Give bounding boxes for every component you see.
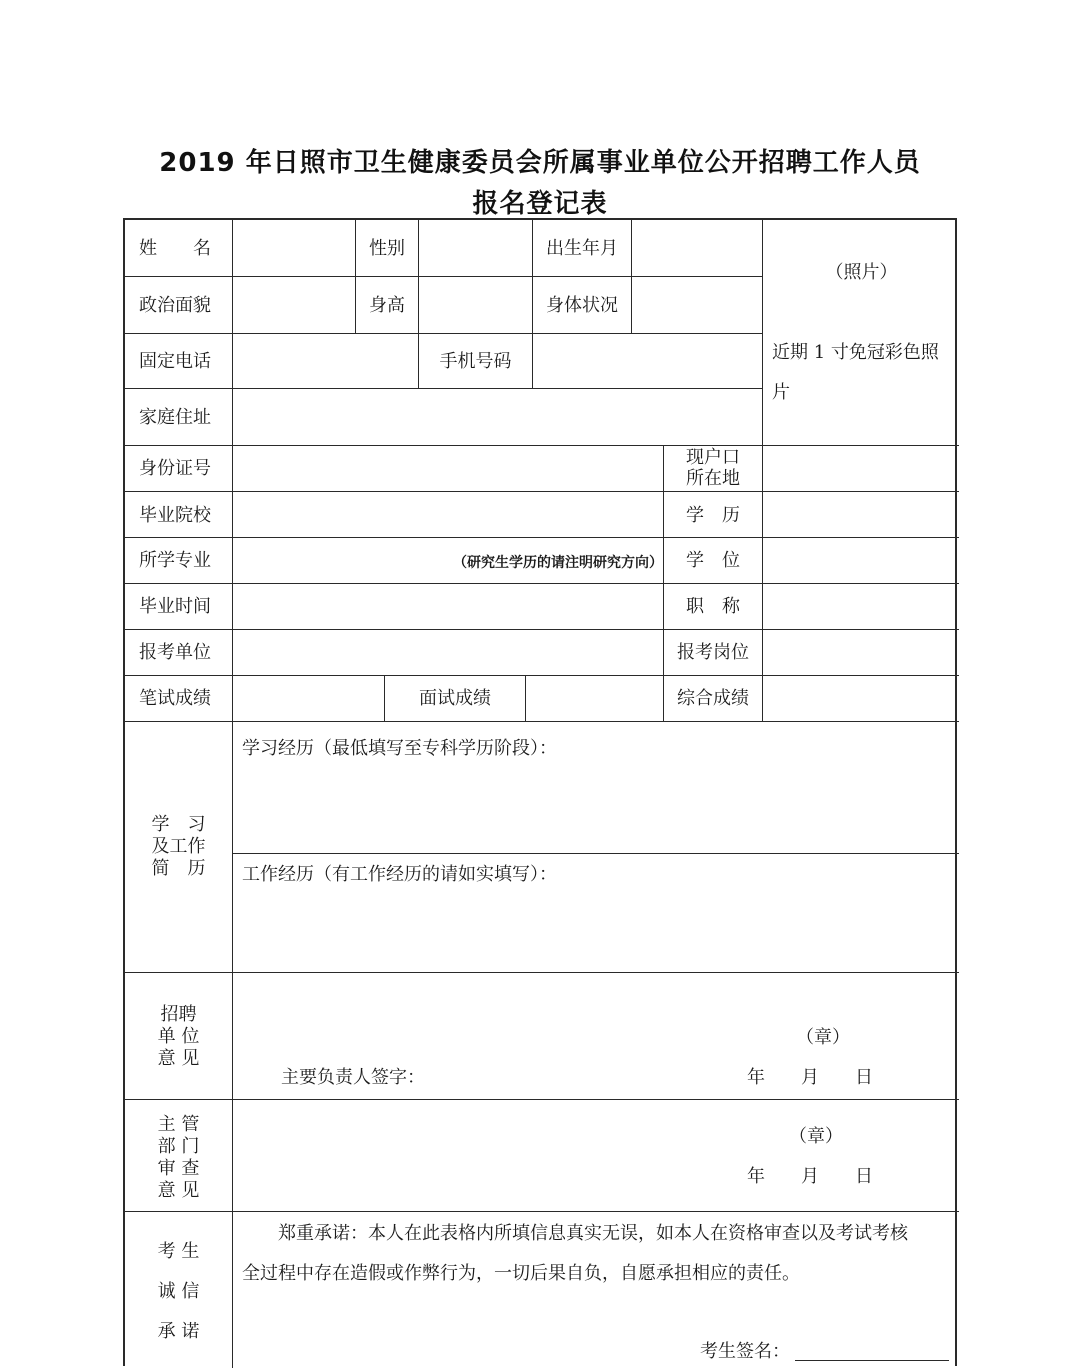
label-total-score: 综合成绩	[677, 688, 749, 709]
label-birth: 出生年月	[546, 238, 618, 259]
label-landline: 固定电话	[139, 351, 211, 372]
form-title-line2: 报名登记表	[472, 189, 608, 219]
hukou-input[interactable]	[764, 447, 959, 490]
degree-input[interactable]	[764, 539, 959, 582]
label-major: 所学专业	[139, 550, 211, 571]
photo-desc-line1: 近期 1 寸免冠彩色照	[772, 342, 939, 363]
candidate-sign-input[interactable]	[795, 1334, 949, 1360]
candidate-sign-label: 考生签名：	[700, 1341, 790, 1362]
label-hukou: 现户口 所在地	[686, 447, 740, 489]
label-grad-time: 毕业时间	[139, 596, 211, 617]
major-input[interactable]	[234, 539, 454, 582]
label-written-score: 笔试成绩	[139, 688, 211, 709]
label-unit-opinion: 招聘 单 位 意 见	[157, 1004, 200, 1069]
label-height: 身高	[369, 295, 405, 316]
pledge-text-line1: 郑重承诺：本人在此表格内所填信息真实无误，如本人在资格审查以及考试考核	[242, 1223, 908, 1244]
label-address: 家庭住址	[139, 407, 211, 428]
grad-time-input[interactable]	[234, 585, 662, 628]
label-interview-score: 面试成绩	[419, 688, 491, 709]
mobile-input[interactable]	[534, 335, 761, 387]
label-apply-post: 报考岗位	[677, 642, 749, 663]
birth-input[interactable]	[633, 222, 761, 275]
apply-post-input[interactable]	[764, 631, 959, 674]
label-mobile: 手机号码	[439, 351, 512, 372]
leader-sign-input[interactable]	[435, 1062, 715, 1092]
leader-sign-label: 主要负责人签字：	[281, 1067, 425, 1088]
interview-score-input[interactable]	[527, 677, 662, 720]
total-score-input[interactable]	[764, 677, 959, 720]
label-degree: 学 位	[686, 550, 740, 571]
gender-input[interactable]	[420, 222, 530, 275]
school-input[interactable]	[234, 493, 662, 536]
study-history-label: 学习经历（最低填写至专科学历阶段）：	[242, 738, 557, 759]
unit-date: 年 月 日	[747, 1067, 873, 1088]
label-apply-unit: 报考单位	[139, 642, 211, 663]
label-politics: 政治面貌	[139, 295, 211, 316]
landline-input[interactable]	[234, 335, 417, 387]
label-health: 身体状况	[546, 295, 618, 316]
title-rank-input[interactable]	[764, 585, 959, 628]
work-history-input[interactable]	[234, 890, 959, 970]
form-title-line1: 2019 年日照市卫生健康委员会所属事业单位公开招聘工作人员	[159, 148, 921, 178]
major-note: （研究生学历的请注明研究方向）	[453, 555, 663, 571]
label-dept-opinion: 主 管 部 门 审 查 意 见	[157, 1114, 200, 1201]
id-number-input[interactable]	[234, 447, 662, 490]
dept-opinion-input[interactable]	[234, 1101, 959, 1209]
dept-stamp: （章）	[789, 1126, 843, 1147]
education-input[interactable]	[764, 493, 959, 536]
photo-desc-line2: 片	[772, 382, 790, 403]
health-input[interactable]	[633, 278, 761, 332]
height-input[interactable]	[420, 278, 530, 332]
registration-form-table	[123, 218, 957, 1366]
label-pledge: 考 生 诚 信 承 诺	[157, 1241, 200, 1342]
label-title-rank: 职 称	[686, 596, 740, 617]
unit-stamp: （章）	[796, 1027, 850, 1048]
pledge-text-line2: 全过程中存在造假或作弊行为，一切后果自负，自愿承担相应的责任。	[242, 1263, 800, 1284]
written-score-input[interactable]	[234, 677, 383, 720]
candidate-sign-line	[795, 1360, 949, 1361]
address-input[interactable]	[234, 390, 761, 444]
label-resume: 学 习 及工作 简 历	[151, 814, 206, 879]
label-id-number: 身份证号	[139, 458, 211, 479]
study-history-input[interactable]	[234, 765, 959, 851]
dept-date: 年 月 日	[747, 1166, 873, 1187]
label-gender: 性别	[369, 238, 405, 259]
label-education: 学 历	[686, 505, 740, 526]
politics-input[interactable]	[234, 278, 354, 332]
apply-unit-input[interactable]	[234, 631, 662, 674]
label-name: 姓 名	[139, 238, 211, 259]
name-input[interactable]	[234, 222, 354, 275]
label-school: 毕业院校	[139, 505, 211, 526]
work-history-label: 工作经历（有工作经历的请如实填写）：	[242, 864, 557, 885]
photo-title: （照片）	[825, 262, 898, 283]
